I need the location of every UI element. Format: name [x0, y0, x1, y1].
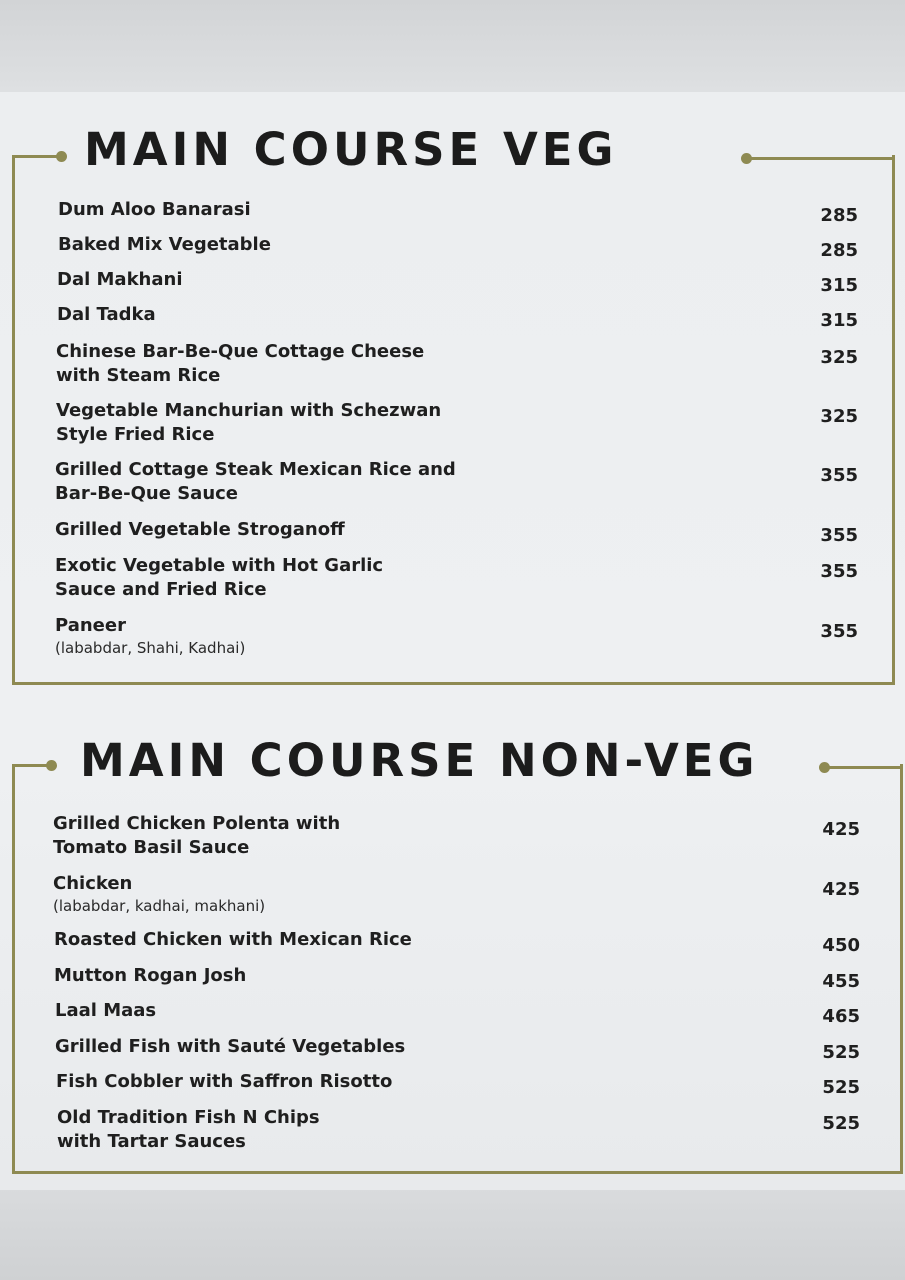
menu-item-name: Dum Aloo Banarasi	[58, 199, 251, 220]
menu-item-name: Grilled Cottage Steak Mexican Rice and	[55, 459, 456, 480]
menu-item-name: Vegetable Manchurian with Schezwan	[56, 400, 442, 421]
menu-item-name-cont: Tomato Basil Sauce	[53, 837, 250, 858]
menu-item-price: 355	[820, 561, 858, 582]
veg-frame-dot-right	[741, 153, 752, 164]
nonveg-frame-dot-right	[819, 762, 830, 773]
menu-item-name: Paneer	[55, 615, 126, 636]
menu-item-name: Grilled Chicken Polenta with	[53, 813, 341, 834]
menu-item-name: Dal Makhani	[57, 269, 183, 290]
nonveg-frame-top-right	[826, 766, 900, 769]
nonveg-section-title: MAIN COURSE NON-VEG	[80, 734, 759, 787]
menu-item-name: Roasted Chicken with Mexican Rice	[54, 929, 412, 950]
menu-item-name: Fish Cobbler with Saffron Risotto	[56, 1071, 393, 1092]
menu-item-options: (lababdar, kadhai, makhani)	[53, 897, 266, 915]
menu-item-price: 285	[820, 205, 858, 226]
menu-item-price: 425	[822, 819, 860, 840]
menu-item-price: 355	[820, 465, 858, 486]
menu-item-price: 285	[820, 240, 858, 261]
menu-item-name-cont: Bar-Be-Que Sauce	[55, 483, 239, 504]
nonveg-frame-dot-left	[46, 760, 57, 771]
veg-section-title: MAIN COURSE VEG	[84, 123, 618, 176]
menu-item-name-cont: with Steam Rice	[56, 365, 221, 386]
veg-frame-top-left	[12, 155, 60, 158]
menu-item-name-cont: with Tartar Sauces	[57, 1131, 246, 1152]
menu-item-price: 525	[822, 1113, 860, 1134]
menu-item-name: Dal Tadka	[57, 304, 156, 325]
menu-item-price: 325	[820, 347, 858, 368]
menu-item-price: 315	[820, 275, 858, 296]
menu-item-price: 325	[820, 406, 858, 427]
menu-item-name: Laal Maas	[55, 1000, 157, 1021]
menu-item-name: Grilled Fish with Sauté Vegetables	[55, 1036, 406, 1057]
veg-frame-dot-left	[56, 151, 67, 162]
menu-item-price: 455	[822, 971, 860, 992]
menu-item-price: 525	[822, 1042, 860, 1063]
menu-item-name: Mutton Rogan Josh	[54, 965, 247, 986]
menu-item-options: (lababdar, Shahi, Kadhai)	[55, 639, 246, 657]
menu-item-price: 525	[822, 1077, 860, 1098]
menu-item-price: 315	[820, 310, 858, 331]
menu-item-name: Exotic Vegetable with Hot Garlic	[55, 555, 384, 576]
menu-item-price: 355	[820, 621, 858, 642]
menu-item-name-cont: Style Fried Rice	[56, 424, 215, 445]
menu-item-name: Baked Mix Vegetable	[58, 234, 271, 255]
menu-item-name-cont: Sauce and Fried Rice	[55, 579, 267, 600]
nonveg-frame-top-left	[12, 764, 50, 767]
veg-frame-top-right	[748, 157, 892, 160]
menu-item-name: Old Tradition Fish N Chips	[57, 1107, 320, 1128]
menu-item-name: Chicken	[53, 873, 133, 894]
menu-item-price: 355	[820, 525, 858, 546]
menu-item-price: 465	[822, 1006, 860, 1027]
menu-item-price: 425	[822, 879, 860, 900]
menu-item-name: Chinese Bar-Be-Que Cottage Cheese	[56, 341, 425, 362]
menu-item-price: 450	[822, 935, 860, 956]
menu-item-name: Grilled Vegetable Stroganoff	[55, 519, 345, 540]
